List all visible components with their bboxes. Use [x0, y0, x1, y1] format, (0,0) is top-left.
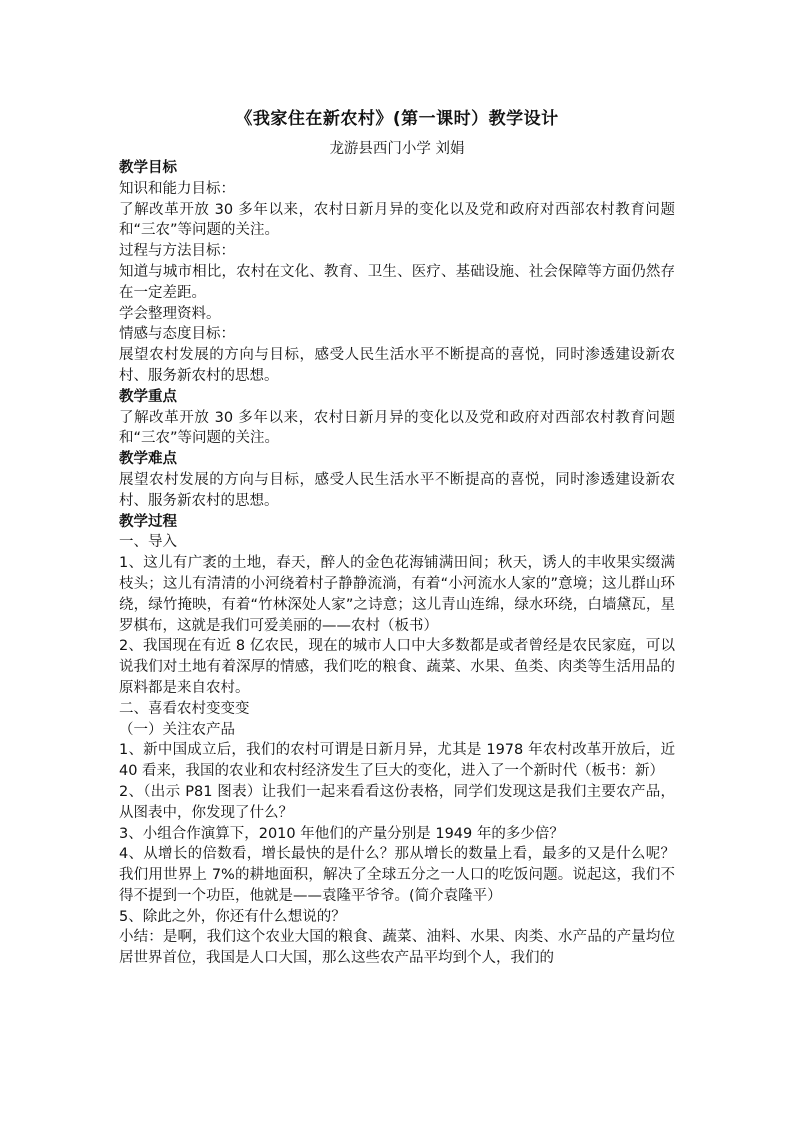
difficulty-text: 展望农村发展的方向与目标，感受人民生活水平不断提高的喜悦，同时渗透建设新农村、服务新农村的思想。 — [119, 471, 675, 509]
knowledge-label: 知识和能力目标： — [119, 180, 235, 197]
emotion-text: 展望农村发展的方向与目标，感受人民生活水平不断提高的喜悦，同时渗透建设新农村、服务新农村的思想。 — [119, 347, 675, 384]
author-line: 龙游县西门小学 刘娟 — [329, 141, 465, 157]
sub1-heading: （一）关注农产品 — [119, 721, 235, 738]
list-item-2: 2、（出示 P81 图表）让我们一起来看看这份表格，同学们发现这是我们主要农产品，从图表中，你发现了什么？ — [119, 783, 675, 821]
list-item-4: 4、从增长的倍数看，增长最快的是什么？那从增长的数量上看，最多的又是什么呢？我们用世界上 7%的耕地面积，解决了全球五分之一人口的吃饭问题。说起这，我们不得不提到一个功臣，他就是——袁隆平爷爷。(简介袁隆平） — [119, 846, 675, 904]
process-text: 知道与城市相比，农村在文化、教育、卫生、医疗、基础设施、社会保障等方面仍然存在一定差距。 — [119, 263, 675, 301]
document-title: 《我家住在新农村》(第一课时）教学设计 — [235, 109, 559, 129]
goals-heading: 教学目标 — [119, 160, 177, 176]
intro-paragraph-2: 2、我国现在有近 8 亿农民，现在的城市人口中大多数都是或者曾经是农民家庭，可以说我们对土地有着深厚的情感，我们吃的粮食、蔬菜、水果、鱼类、肉类等生活用品的原料都是来自农村。 — [119, 638, 675, 696]
document-body — [119, 158, 675, 969]
emotion-label: 情感与态度目标： — [119, 326, 235, 343]
key-text: 了解改革开放 30 多年以来，农村日新月异的变化以及党和政府对西部农村教育问题和“三农”等问题的关注。 — [119, 409, 675, 447]
summary-paragraph: 小结：是啊，我们这个农业大国的粮食、蔬菜、油料、水果、肉类、水产品的产量均位居世界首位，我国是人口大国，那么这些农产品平均到个人，我们的 — [119, 929, 675, 967]
process-label: 过程与方法目标： — [119, 243, 235, 260]
process-text-2: 学会整理资料。 — [119, 305, 221, 322]
difficulty-heading: 教学难点 — [119, 451, 177, 468]
part2-heading: 二、喜看农村变变变 — [119, 700, 250, 717]
knowledge-text: 了解改革开放 30 多年以来，农村日新月异的变化以及党和政府对西部农村教育问题和“三农”等问题的关注。 — [119, 201, 675, 239]
list-item-3: 3、小组合作演算下，2010 年他们的产量分别是 1949 年的多少倍？ — [119, 825, 564, 842]
intro-paragraph-1: 1、这儿有广袤的土地，春天，醉人的金色花海铺满田间；秋天，诱人的丰收果实缀满枝头；这儿有清清的小河绕着村子静静流淌，有着“小河流水人家的”意境；这儿群山环绕，绿竹掩映，有着“竹林深处人家”之诗意；这儿青山连绵，绿水环绕，白墙黛瓦，星罗棋布，这就是我们可爱美丽的——农村（板书） — [119, 555, 675, 634]
process-heading: 教学过程 — [119, 513, 177, 530]
list-item-1: 1、新中国成立后，我们的农村可谓是日新月异，尤其是 1978 年农村改革开放后，近 40 看来，我国的农业和农村经济发生了巨大的变化，进入了一个新时代（板书：新） — [119, 742, 675, 780]
list-item-5: 5、除此之外，你还有什么想说的？ — [119, 908, 346, 925]
key-heading: 教学重点 — [119, 388, 177, 405]
intro-heading: 一、导入 — [119, 534, 177, 551]
